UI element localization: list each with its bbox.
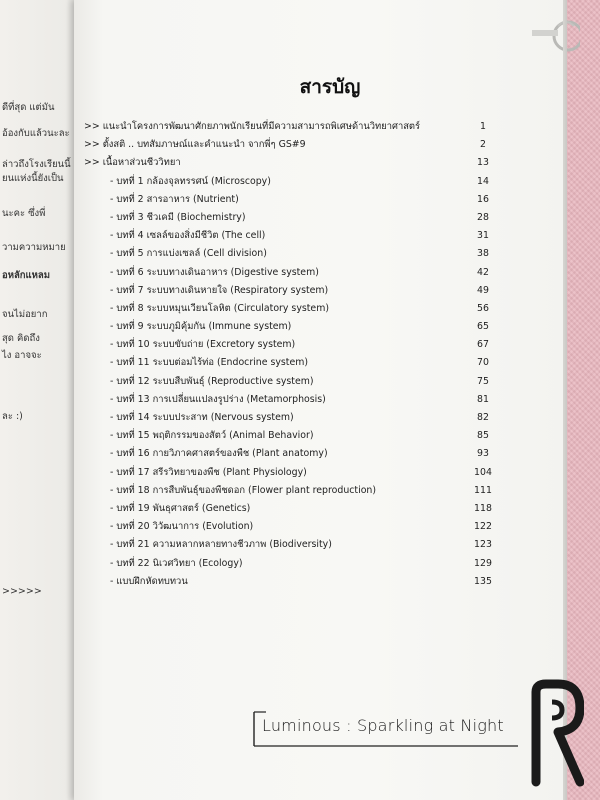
toc-entry bbox=[84, 136, 500, 154]
previous-page-text: นะคะ ซึ่งพี่ bbox=[2, 208, 46, 219]
previous-page bbox=[0, 0, 78, 800]
toc-entry-page: 1 bbox=[480, 121, 486, 132]
toc-entry-page: 13 bbox=[477, 157, 489, 169]
toc-entry-title: - บทที่ 3 ชีวเคมี (Biochemistry) bbox=[110, 211, 246, 223]
toc-entry-title: - บทที่ 15 พฤติกรรมของสัตว์ (Animal Behavior) bbox=[110, 430, 314, 442]
toc-entry-title: - บทที่ 16 กายวิภาคศาสตร์ของพืช (Plant anatomy) bbox=[110, 448, 328, 460]
toc-entry-title: - บทที่ 5 การแบ่งเซลล์ (Cell division) bbox=[110, 248, 267, 260]
toc-entry bbox=[84, 245, 500, 263]
toc-entry-title: - บทที่ 6 ระบบทางเดินอาหาร (Digestive system) bbox=[110, 266, 319, 278]
table-of-contents bbox=[84, 118, 500, 591]
banner-title: Luminous : Sparkling at Night bbox=[262, 716, 504, 735]
toc-entry-title: >> แนะนำโครงการพัฒนาศักยภาพนักเรียนที่มีความสามารถพิเศษด้านวิทยาศาสตร์ bbox=[84, 121, 421, 132]
previous-page-text: ล่าวถึงโรงเรียนนี้ bbox=[2, 159, 71, 170]
toc-entry-page: 85 bbox=[477, 430, 489, 442]
previous-page-text: ดีที่สุด แต่มัน bbox=[2, 102, 55, 113]
previous-page-text: อหลักแหลม bbox=[2, 270, 51, 281]
toc-entry bbox=[84, 264, 500, 282]
toc-entry-title: - บทที่ 4 เซลล์ของสิ่งมีชีวิต (The cell) bbox=[110, 230, 266, 242]
toc-entry-page: 70 bbox=[477, 357, 489, 369]
toc-entry bbox=[84, 373, 500, 391]
toc-entry-page: 16 bbox=[477, 193, 489, 205]
toc-entry bbox=[84, 227, 500, 245]
toc-entry-title: - บทที่ 2 สารอาหาร (Nutrient) bbox=[110, 193, 239, 205]
previous-page-text: ไง อาจจะ bbox=[2, 350, 42, 361]
toc-entry-title: - บทที่ 19 พันธุศาสตร์ (Genetics) bbox=[110, 502, 251, 514]
page-title: สารบัญ bbox=[299, 76, 361, 98]
toc-entry bbox=[84, 555, 500, 573]
toc-entry bbox=[84, 173, 500, 191]
toc-entry bbox=[84, 336, 500, 354]
toc-entry bbox=[84, 300, 500, 318]
toc-entry-page: 65 bbox=[477, 321, 489, 333]
toc-entry-title: - บทที่ 22 นิเวศวิทยา (Ecology) bbox=[110, 557, 243, 569]
toc-entry-page: 42 bbox=[477, 266, 489, 278]
toc-entry bbox=[84, 518, 500, 536]
previous-page-text: ยนแห่งนี้ยังเป็น bbox=[2, 173, 64, 184]
toc-entry-page: 111 bbox=[474, 484, 492, 496]
toc-entry-page: 118 bbox=[474, 502, 492, 514]
toc-entry bbox=[84, 427, 500, 445]
previous-page-text: อ้องกับแล้วนะละ bbox=[2, 128, 70, 139]
toc-entry bbox=[84, 318, 500, 336]
toc-entry-page: 93 bbox=[477, 448, 489, 460]
decorative-r-icon bbox=[522, 678, 584, 788]
toc-entry-title: - บทที่ 10 ระบบขับถ่าย (Excretory system) bbox=[110, 339, 296, 351]
toc-entry-title: >> ตั้งสติ .. บทสัมภาษณ์และคำแนะนำ จากพี่ๆ GS#9 bbox=[84, 139, 306, 151]
toc-entry-title: >> เนื้อหาส่วนชีววิทยา bbox=[84, 157, 181, 169]
toc-entry bbox=[84, 209, 500, 227]
toc-entry bbox=[84, 154, 500, 172]
toc-entry-title: - บทที่ 21 ความหลากหลายทางชีวภาพ (Biodiversity) bbox=[110, 539, 332, 551]
toc-entry-page: 123 bbox=[474, 539, 492, 551]
toc-entry bbox=[84, 118, 500, 136]
toc-entry bbox=[84, 409, 500, 427]
toc-entry-title: - บทที่ 20 วิวัฒนาการ (Evolution) bbox=[110, 521, 254, 533]
toc-entry-title: - บทที่ 8 ระบบหมุนเวียนโลหิต (Circulatory system) bbox=[110, 302, 329, 314]
previous-page-text: >>>>> bbox=[2, 586, 42, 597]
previous-page-text: สุด คิดถึง bbox=[2, 333, 40, 344]
toc-entry bbox=[84, 445, 500, 463]
toc-entry-page: 81 bbox=[477, 393, 489, 405]
previous-page-text: จนไม่อยาก bbox=[2, 309, 48, 320]
toc-entry bbox=[84, 464, 500, 482]
toc-entry-title: - บทที่ 17 สรีรวิทยาของพืช (Plant Physiology) bbox=[110, 466, 307, 478]
toc-entry bbox=[84, 573, 500, 591]
toc-entry bbox=[84, 500, 500, 518]
toc-entry-title: - บทที่ 1 กล้องจุลทรรศน์ (Microscopy) bbox=[110, 175, 271, 187]
toc-entry-page: 49 bbox=[477, 284, 489, 296]
previous-page-text: ละ :) bbox=[2, 411, 23, 422]
toc-entry-title: - บทที่ 18 การสืบพันธุ์ของพืชดอก (Flower plant reproduction) bbox=[110, 484, 377, 496]
toc-entry bbox=[84, 536, 500, 554]
toc-entry bbox=[84, 191, 500, 209]
logo-icon bbox=[530, 12, 580, 54]
toc-entry bbox=[84, 282, 500, 300]
toc-entry-page: 75 bbox=[477, 375, 489, 387]
previous-page-text: วามความหมาย bbox=[2, 242, 66, 253]
toc-entry-page: 14 bbox=[477, 175, 489, 187]
toc-entry-title: - บทที่ 11 ระบบต่อมไร้ท่อ (Endocrine system) bbox=[110, 357, 309, 369]
toc-entry-page: 135 bbox=[474, 575, 492, 587]
toc-entry-page: 104 bbox=[474, 466, 492, 478]
toc-entry-title: - แบบฝึกหัดทบทวน bbox=[110, 575, 188, 587]
toc-entry-title: - บทที่ 13 การเปลี่ยนแปลงรูปร่าง (Metamorphosis) bbox=[110, 393, 326, 405]
toc-entry-title: - บทที่ 9 ระบบภูมิคุ้มกัน (Immune system) bbox=[110, 321, 292, 333]
toc-entry-page: 31 bbox=[477, 230, 489, 242]
toc-entry-page: 28 bbox=[477, 211, 489, 223]
toc-entry-page: 56 bbox=[477, 302, 489, 314]
toc-entry-title: - บทที่ 7 ระบบทางเดินหายใจ (Respiratory system) bbox=[110, 284, 329, 296]
toc-entry-page: 122 bbox=[474, 521, 492, 533]
toc-entry-title: - บทที่ 14 ระบบประสาท (Nervous system) bbox=[110, 412, 294, 423]
toc-entry-page: 129 bbox=[474, 557, 492, 569]
toc-entry-page: 38 bbox=[477, 248, 489, 260]
toc-entry-page: 2 bbox=[480, 139, 486, 151]
toc-entry bbox=[84, 354, 500, 372]
toc-entry-page: 67 bbox=[477, 339, 489, 351]
toc-entry bbox=[84, 482, 500, 500]
toc-entry-page: 82 bbox=[477, 412, 489, 423]
toc-entry bbox=[84, 391, 500, 409]
toc-entry-title: - บทที่ 12 ระบบสืบพันธุ์ (Reproductive system) bbox=[110, 375, 314, 387]
